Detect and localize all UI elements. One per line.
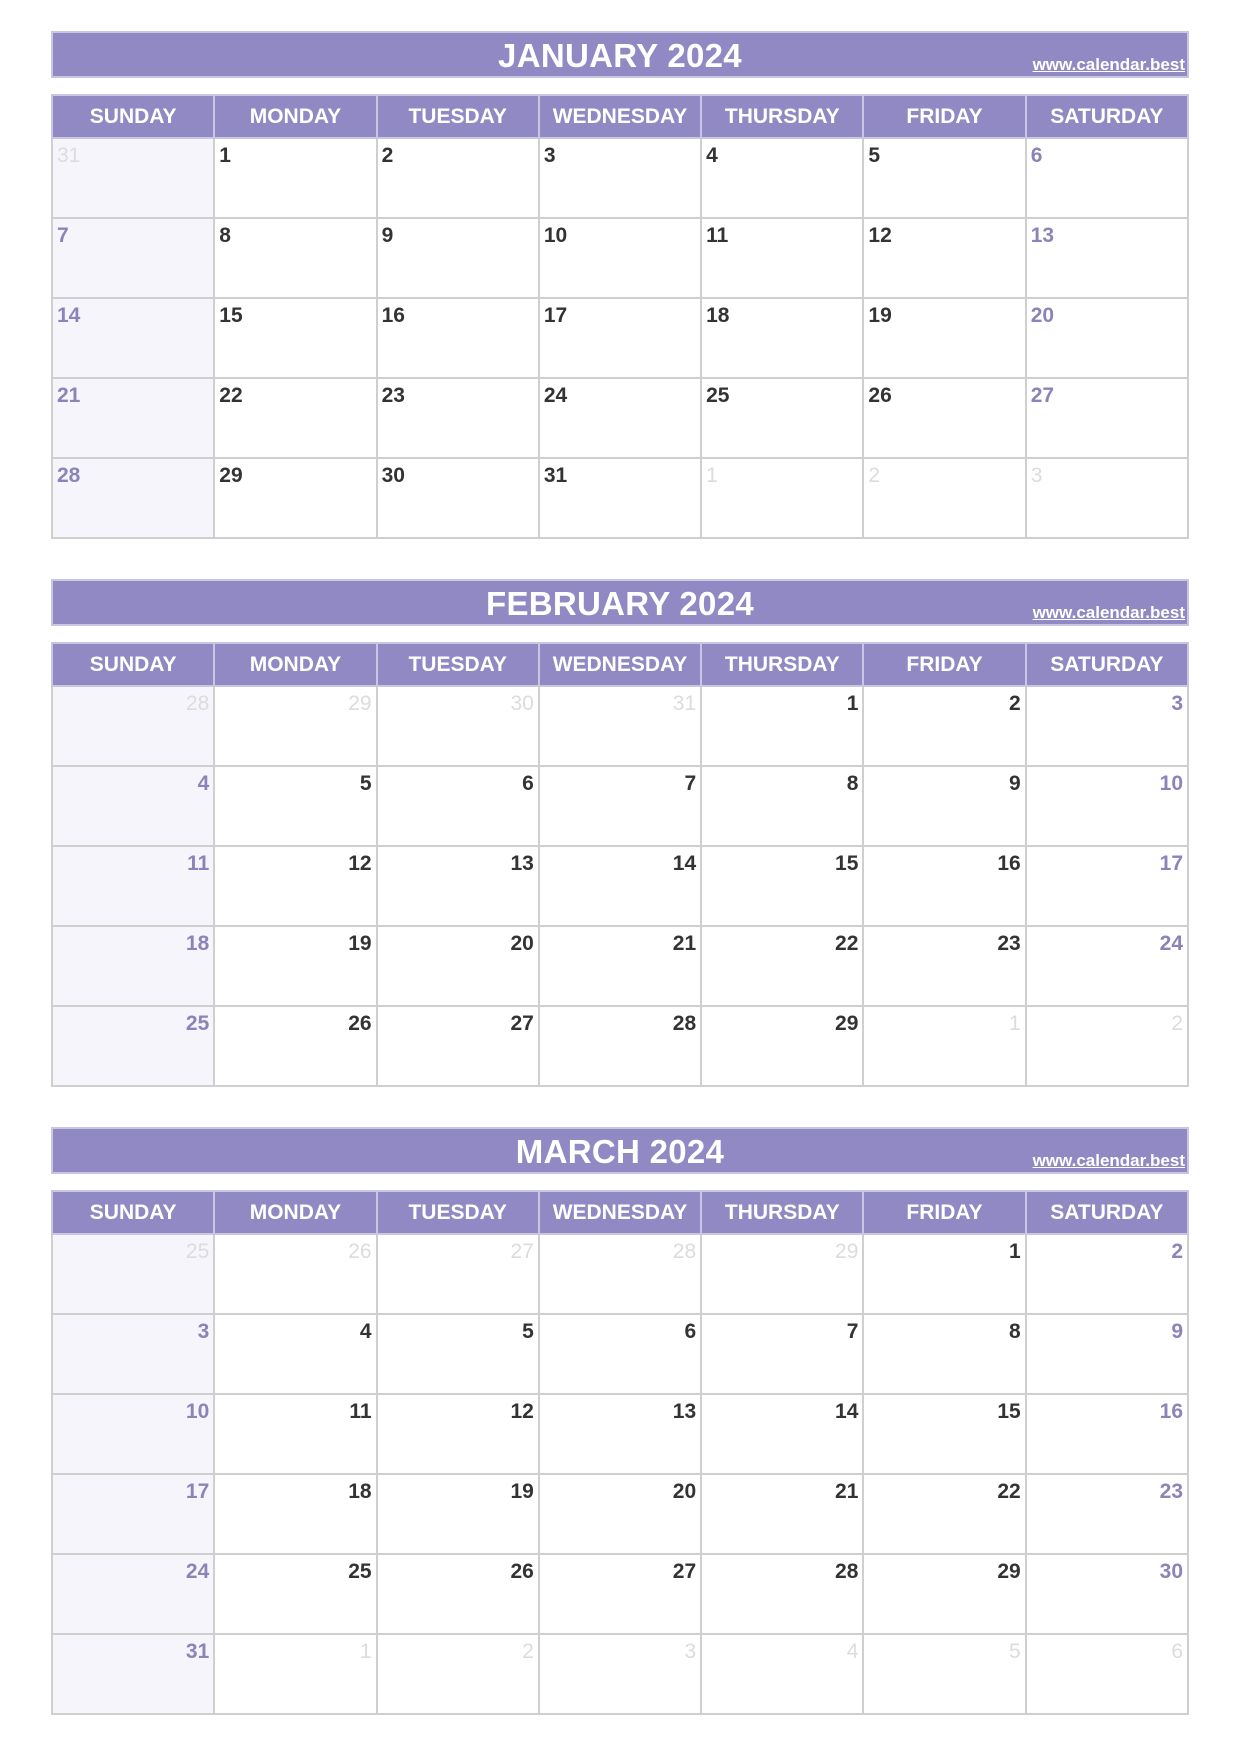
- other-month-day-number: 26: [348, 1240, 372, 1263]
- day-cell[interactable]: [214, 298, 376, 378]
- weekday-header: SUNDAY: [52, 643, 214, 686]
- other-month-day-number: 28: [185, 692, 210, 715]
- week-row: [52, 1474, 1188, 1554]
- day-number: 26: [510, 1560, 534, 1583]
- day-cell[interactable]: [539, 138, 701, 218]
- day-cell[interactable]: [214, 1634, 376, 1714]
- day-cell[interactable]: [539, 1474, 701, 1554]
- day-number: 19: [348, 932, 372, 955]
- day-cell[interactable]: [701, 1234, 863, 1314]
- weekday-header: SATURDAY: [1026, 643, 1188, 686]
- day-number: 10: [543, 224, 568, 247]
- day-cell[interactable]: [52, 1314, 214, 1394]
- weekday-header: FRIDAY: [863, 643, 1025, 686]
- day-number: 7: [57, 224, 69, 247]
- day-number: 31: [185, 1640, 210, 1663]
- day-number: 12: [510, 1400, 534, 1423]
- weekday-header: WEDNESDAY: [539, 1191, 701, 1234]
- day-number: 8: [1009, 1320, 1021, 1343]
- day-number: 14: [57, 304, 81, 327]
- weekday-header: MONDAY: [214, 1191, 376, 1234]
- day-cell[interactable]: [214, 218, 376, 298]
- month-grid: [51, 642, 1189, 1087]
- weekday-header: FRIDAY: [863, 95, 1025, 138]
- week-row: [52, 686, 1188, 766]
- day-cell[interactable]: [1026, 458, 1188, 538]
- day-cell[interactable]: [539, 1634, 701, 1714]
- other-month-day-number: 30: [510, 692, 534, 715]
- day-number: 7: [846, 1320, 859, 1343]
- day-number: 13: [1030, 224, 1055, 247]
- day-number: 30: [381, 464, 405, 487]
- day-cell[interactable]: [539, 458, 701, 538]
- day-number: 29: [219, 464, 243, 487]
- day-number: 4: [197, 772, 210, 795]
- other-month-day-number: 4: [846, 1640, 859, 1663]
- day-cell[interactable]: [863, 378, 1025, 458]
- day-cell[interactable]: [1026, 846, 1188, 926]
- day-number: 28: [57, 464, 81, 487]
- month-title-bar: [51, 1127, 1189, 1174]
- week-row: [52, 298, 1188, 378]
- day-cell[interactable]: [214, 138, 376, 218]
- weekday-header: THURSDAY: [701, 95, 863, 138]
- day-cell[interactable]: [377, 458, 539, 538]
- day-number: 19: [510, 1480, 534, 1503]
- website-link[interactable]: www.calendar.best: [1032, 1151, 1185, 1170]
- day-number: 9: [1009, 772, 1021, 795]
- day-cell[interactable]: [214, 1006, 376, 1086]
- day-number: 11: [349, 1400, 372, 1423]
- day-cell[interactable]: [377, 1234, 539, 1314]
- day-cell[interactable]: [701, 298, 863, 378]
- day-cell[interactable]: [1026, 378, 1188, 458]
- weekday-header: WEDNESDAY: [539, 643, 701, 686]
- day-number: 22: [997, 1480, 1021, 1503]
- day-cell[interactable]: [52, 458, 214, 538]
- day-number: 20: [1030, 304, 1055, 327]
- other-month-day-number: 1: [1009, 1012, 1021, 1035]
- day-cell[interactable]: [377, 926, 539, 1006]
- day-cell[interactable]: [863, 926, 1025, 1006]
- day-number: 5: [522, 1320, 534, 1343]
- day-cell[interactable]: [52, 1006, 214, 1086]
- day-number: 2: [381, 144, 394, 167]
- day-number: 25: [348, 1560, 372, 1583]
- day-number: 26: [868, 384, 892, 407]
- weekday-header: SUNDAY: [52, 95, 214, 138]
- day-cell[interactable]: [539, 378, 701, 458]
- day-cell[interactable]: [863, 686, 1025, 766]
- other-month-day-number: 29: [348, 692, 372, 715]
- day-number: 18: [348, 1480, 372, 1503]
- other-month-day-number: 5: [1009, 1640, 1021, 1663]
- day-number: 3: [197, 1320, 210, 1343]
- day-cell[interactable]: [1026, 766, 1188, 846]
- day-number: 21: [835, 1480, 859, 1503]
- day-number: 18: [706, 304, 730, 327]
- day-cell[interactable]: [539, 846, 701, 926]
- week-row: [52, 1554, 1188, 1634]
- week-row: [52, 1394, 1188, 1474]
- day-number: 9: [381, 224, 394, 247]
- day-cell[interactable]: [377, 298, 539, 378]
- day-cell[interactable]: [1026, 1634, 1188, 1714]
- day-cell[interactable]: [701, 138, 863, 218]
- day-number: 16: [997, 852, 1021, 875]
- other-month-day-number: 31: [57, 144, 81, 167]
- other-month-day-number: 2: [1171, 1012, 1183, 1035]
- day-cell[interactable]: [701, 218, 863, 298]
- weekday-header-row: [52, 95, 1188, 138]
- day-number: 3: [543, 144, 556, 167]
- day-cell[interactable]: [214, 686, 376, 766]
- day-number: 1: [1009, 1240, 1021, 1263]
- day-number: 14: [672, 852, 697, 875]
- day-cell[interactable]: [863, 766, 1025, 846]
- day-number: 4: [706, 144, 718, 167]
- other-month-day-number: 1: [359, 1640, 372, 1663]
- day-cell[interactable]: [214, 1394, 376, 1474]
- day-cell[interactable]: [863, 1234, 1025, 1314]
- month-title-bar: [51, 579, 1189, 626]
- day-number: 12: [868, 224, 892, 247]
- day-number: 27: [1030, 384, 1055, 407]
- day-number: 27: [672, 1560, 697, 1583]
- day-cell[interactable]: [214, 378, 376, 458]
- day-cell[interactable]: [539, 1006, 701, 1086]
- day-number: 28: [835, 1560, 859, 1583]
- day-number: 28: [672, 1012, 697, 1035]
- day-cell[interactable]: [52, 1634, 214, 1714]
- day-number: 3: [1171, 692, 1183, 715]
- day-cell[interactable]: [52, 766, 214, 846]
- other-month-day-number: 29: [835, 1240, 859, 1263]
- month-title-bar: [51, 31, 1189, 78]
- day-cell[interactable]: [52, 1394, 214, 1474]
- day-cell[interactable]: [701, 458, 863, 538]
- week-row: [52, 766, 1188, 846]
- day-number: 29: [997, 1560, 1021, 1583]
- day-number: 23: [997, 932, 1021, 955]
- day-number: 5: [359, 772, 372, 795]
- weekday-header: WEDNESDAY: [539, 95, 701, 138]
- day-cell[interactable]: [863, 1006, 1025, 1086]
- other-month-day-number: 28: [672, 1240, 697, 1263]
- day-number: 6: [522, 772, 534, 795]
- day-cell[interactable]: [539, 218, 701, 298]
- day-cell[interactable]: [701, 1006, 863, 1086]
- weekday-header: THURSDAY: [701, 643, 863, 686]
- month-title: MARCH 2024: [515, 1133, 725, 1170]
- day-number: 21: [672, 932, 697, 955]
- day-cell[interactable]: [701, 686, 863, 766]
- day-cell[interactable]: [539, 926, 701, 1006]
- day-number: 4: [359, 1320, 372, 1343]
- day-cell[interactable]: [377, 1634, 539, 1714]
- day-number: 27: [510, 1012, 534, 1035]
- day-number: 25: [706, 384, 730, 407]
- day-cell[interactable]: [539, 766, 701, 846]
- day-number: 5: [868, 144, 881, 167]
- day-cell[interactable]: [1026, 298, 1188, 378]
- day-number: 15: [835, 852, 859, 875]
- day-cell[interactable]: [214, 458, 376, 538]
- day-cell[interactable]: [863, 1314, 1025, 1394]
- day-cell[interactable]: [701, 1554, 863, 1634]
- day-number: 20: [510, 932, 534, 955]
- weekday-header: MONDAY: [214, 95, 376, 138]
- day-cell[interactable]: [1026, 1474, 1188, 1554]
- day-cell[interactable]: [214, 926, 376, 1006]
- weekday-header: TUESDAY: [377, 1191, 539, 1234]
- weekday-header: TUESDAY: [377, 95, 539, 138]
- day-cell[interactable]: [52, 1554, 214, 1634]
- day-cell[interactable]: [377, 1314, 539, 1394]
- day-cell[interactable]: [1026, 218, 1188, 298]
- day-cell[interactable]: [701, 846, 863, 926]
- day-number: 6: [684, 1320, 697, 1343]
- day-number: 8: [219, 224, 231, 247]
- day-number: 9: [1171, 1320, 1183, 1343]
- day-number: 21: [57, 384, 81, 407]
- day-cell[interactable]: [863, 1394, 1025, 1474]
- day-cell[interactable]: [377, 686, 539, 766]
- day-number: 20: [672, 1480, 697, 1503]
- day-cell[interactable]: [701, 926, 863, 1006]
- day-cell[interactable]: [539, 1234, 701, 1314]
- day-cell[interactable]: [701, 378, 863, 458]
- day-cell[interactable]: [863, 1474, 1025, 1554]
- weekday-header-row: [52, 643, 1188, 686]
- weekday-header: MONDAY: [214, 643, 376, 686]
- day-cell[interactable]: [1026, 686, 1188, 766]
- day-number: 10: [185, 1400, 210, 1423]
- day-cell[interactable]: [701, 1394, 863, 1474]
- day-number: 2: [1171, 1240, 1183, 1263]
- day-cell[interactable]: [52, 686, 214, 766]
- day-number: 25: [185, 1012, 210, 1035]
- weekday-header-row: [52, 1191, 1188, 1234]
- day-cell[interactable]: [377, 846, 539, 926]
- day-number: 18: [185, 932, 210, 955]
- day-cell[interactable]: [539, 686, 701, 766]
- day-number: 2: [1009, 692, 1021, 715]
- day-number: 22: [835, 932, 859, 955]
- day-number: 13: [672, 1400, 697, 1423]
- website-link[interactable]: www.calendar.best: [1032, 55, 1185, 74]
- day-number: 14: [835, 1400, 859, 1423]
- day-cell[interactable]: [214, 1474, 376, 1554]
- day-cell[interactable]: [863, 138, 1025, 218]
- day-cell[interactable]: [52, 1474, 214, 1554]
- day-number: 17: [1159, 852, 1183, 875]
- week-row: [52, 846, 1188, 926]
- day-number: 13: [510, 852, 534, 875]
- day-cell[interactable]: [52, 218, 214, 298]
- day-cell[interactable]: [214, 766, 376, 846]
- day-cell[interactable]: [214, 1554, 376, 1634]
- month-title: JANUARY 2024: [498, 37, 742, 74]
- day-cell[interactable]: [52, 378, 214, 458]
- other-month-day-number: 2: [522, 1640, 534, 1663]
- month-title: FEBRUARY 2024: [486, 585, 754, 622]
- day-cell[interactable]: [863, 458, 1025, 538]
- week-row: [52, 218, 1188, 298]
- week-row: [52, 138, 1188, 218]
- day-number: 31: [543, 464, 568, 487]
- day-cell[interactable]: [863, 298, 1025, 378]
- day-number: 1: [846, 692, 859, 715]
- day-number: 10: [1159, 772, 1183, 795]
- day-number: 15: [219, 304, 243, 327]
- day-cell[interactable]: [539, 1394, 701, 1474]
- day-cell[interactable]: [701, 766, 863, 846]
- day-cell[interactable]: [377, 766, 539, 846]
- day-cell[interactable]: [1026, 138, 1188, 218]
- day-number: 19: [868, 304, 892, 327]
- day-cell[interactable]: [52, 298, 214, 378]
- other-month-day-number: 3: [1030, 464, 1043, 487]
- week-row: [52, 458, 1188, 538]
- day-cell[interactable]: [1026, 1006, 1188, 1086]
- day-cell[interactable]: [863, 846, 1025, 926]
- day-cell[interactable]: [539, 1314, 701, 1394]
- day-cell[interactable]: [377, 218, 539, 298]
- day-cell[interactable]: [1026, 926, 1188, 1006]
- other-month-day-number: 25: [185, 1240, 210, 1263]
- day-cell[interactable]: [52, 138, 214, 218]
- day-number: 26: [348, 1012, 372, 1035]
- day-number: 1: [219, 144, 231, 167]
- week-row: [52, 926, 1188, 1006]
- week-row: [52, 1006, 1188, 1086]
- day-number: 15: [997, 1400, 1021, 1423]
- week-row: [52, 1634, 1188, 1714]
- day-cell[interactable]: [1026, 1554, 1188, 1634]
- weekday-header: FRIDAY: [863, 1191, 1025, 1234]
- day-cell[interactable]: [377, 1474, 539, 1554]
- day-number: 17: [543, 304, 568, 327]
- day-number: 30: [1159, 1560, 1183, 1583]
- day-cell[interactable]: [377, 138, 539, 218]
- weekday-header: SATURDAY: [1026, 95, 1188, 138]
- week-row: [52, 378, 1188, 458]
- day-cell[interactable]: [701, 1314, 863, 1394]
- week-row: [52, 1234, 1188, 1314]
- day-cell[interactable]: [377, 378, 539, 458]
- day-cell[interactable]: [377, 1006, 539, 1086]
- day-cell[interactable]: [701, 1634, 863, 1714]
- website-link[interactable]: www.calendar.best: [1032, 603, 1185, 622]
- day-number: 24: [543, 384, 568, 407]
- weekday-header: SATURDAY: [1026, 1191, 1188, 1234]
- day-number: 8: [846, 772, 859, 795]
- other-month-day-number: 31: [672, 692, 697, 715]
- day-number: 11: [187, 852, 210, 875]
- other-month-day-number: 3: [684, 1640, 697, 1663]
- week-row: [52, 1314, 1188, 1394]
- other-month-day-number: 2: [868, 464, 881, 487]
- day-number: 22: [219, 384, 243, 407]
- day-cell[interactable]: [863, 1554, 1025, 1634]
- day-cell[interactable]: [377, 1554, 539, 1634]
- day-cell[interactable]: [214, 1314, 376, 1394]
- day-number: 24: [185, 1560, 210, 1583]
- day-number: 16: [381, 304, 405, 327]
- day-cell[interactable]: [1026, 1234, 1188, 1314]
- day-cell[interactable]: [377, 1394, 539, 1474]
- day-cell[interactable]: [214, 846, 376, 926]
- day-cell[interactable]: [52, 1234, 214, 1314]
- day-number: 23: [381, 384, 405, 407]
- day-cell[interactable]: [52, 846, 214, 926]
- other-month-day-number: 1: [706, 464, 718, 487]
- day-cell[interactable]: [863, 218, 1025, 298]
- day-cell[interactable]: [52, 926, 214, 1006]
- day-number: 29: [835, 1012, 859, 1035]
- day-cell[interactable]: [539, 1554, 701, 1634]
- day-number: 17: [185, 1480, 210, 1503]
- day-cell[interactable]: [539, 298, 701, 378]
- day-cell[interactable]: [1026, 1394, 1188, 1474]
- day-number: 7: [684, 772, 697, 795]
- other-month-day-number: 6: [1171, 1640, 1183, 1663]
- weekday-header: SUNDAY: [52, 1191, 214, 1234]
- day-number: 23: [1159, 1480, 1183, 1503]
- day-cell[interactable]: [701, 1474, 863, 1554]
- day-number: 11: [706, 224, 729, 247]
- other-month-day-number: 27: [510, 1240, 534, 1263]
- weekday-header: THURSDAY: [701, 1191, 863, 1234]
- day-number: 12: [348, 852, 372, 875]
- day-cell[interactable]: [214, 1234, 376, 1314]
- weekday-header: TUESDAY: [377, 643, 539, 686]
- day-number: 6: [1030, 144, 1043, 167]
- day-cell[interactable]: [863, 1634, 1025, 1714]
- month-grid: [51, 94, 1189, 539]
- month-grid: [51, 1190, 1189, 1715]
- day-number: 16: [1159, 1400, 1183, 1423]
- day-cell[interactable]: [1026, 1314, 1188, 1394]
- day-number: 24: [1159, 932, 1183, 955]
